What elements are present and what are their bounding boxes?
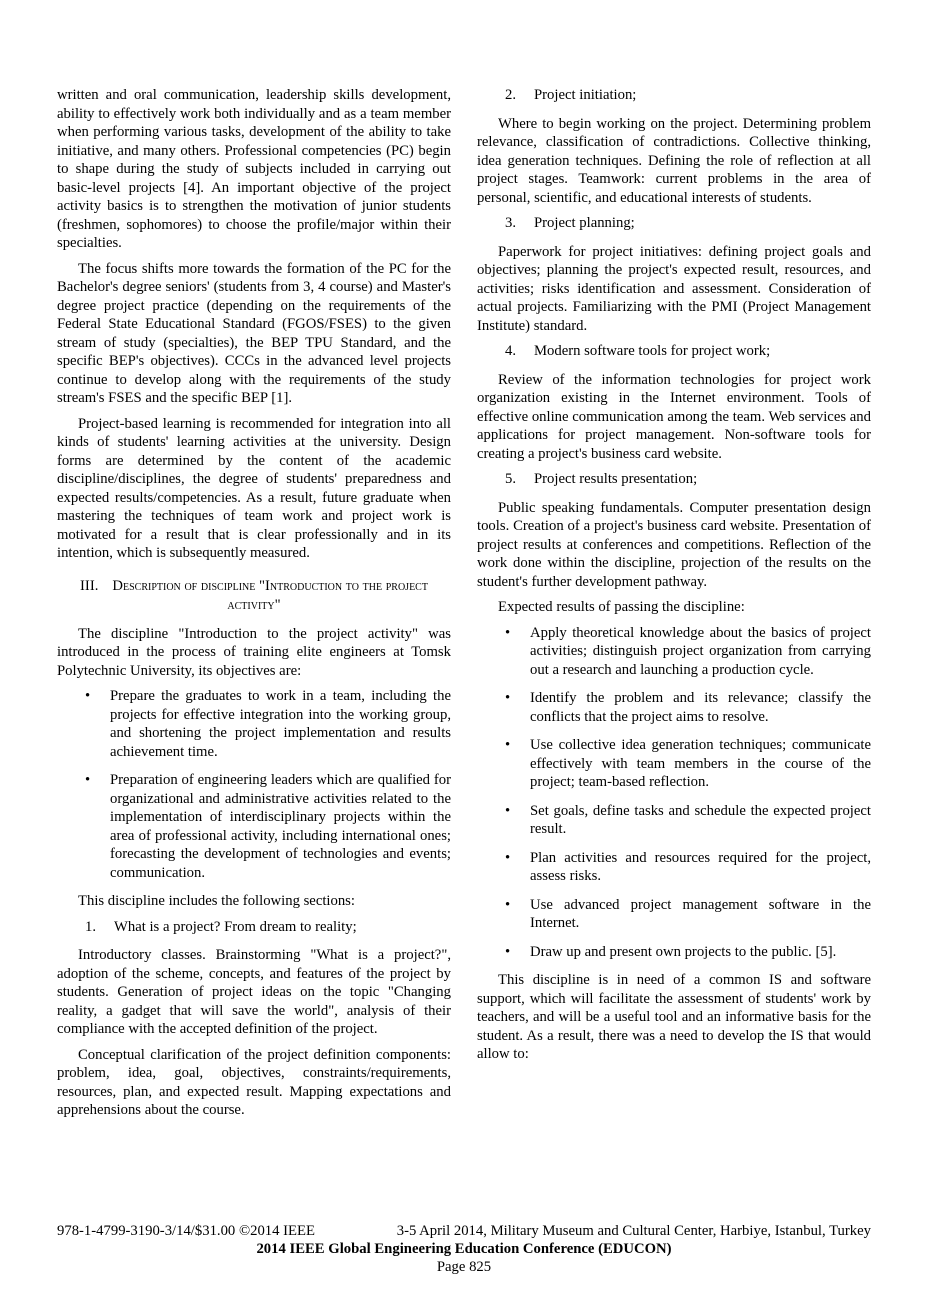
bullet-text: Use advanced project management software in the Internet. (530, 896, 871, 931)
footer-page-number: Page 825 (436, 1259, 492, 1275)
item-label: Modern software tools for project work; (534, 343, 771, 359)
item-number: 4. (505, 343, 517, 359)
item-number: 1. (85, 918, 97, 935)
bullet-icon: • (85, 772, 91, 788)
paragraph-sections-lead: This discipline includes the following sections: (78, 893, 355, 909)
numbered-item-3 (505, 214, 871, 233)
numbered-item-2 (505, 86, 871, 105)
bullet-icon: • (505, 690, 511, 706)
bullet-text: Prepare the graduates to work in a team, including the projects for effective integration into the working group, and shortening the project implementation and results achievement time. (110, 688, 451, 760)
result-bullet (477, 896, 871, 933)
section-number: III. (80, 577, 99, 594)
paragraph-presentation: Public speaking fundamentals. Computer presentation design tools. Creation of a project's business card website. Presentation of project results at conferences and competitions. Reflection of the work done within the discipline, projection of the results on the student's further development pathway. (477, 499, 871, 590)
bullet-icon: • (505, 737, 511, 753)
section-heading-3 (67, 577, 441, 615)
page-footer (57, 1222, 871, 1276)
bullet-icon: • (505, 624, 511, 641)
bullet-text: Identify the problem and its relevance; classify the conflicts that the project aims to resolve. (530, 690, 871, 725)
section-title: Description of discipline "Introduction to the project activity" (112, 577, 428, 613)
paragraph-discipline-intro: The discipline "Introduction to the project activity" was introduced in the process of training elite engineers at Tomsk Polytechnic University, its objectives are: (57, 625, 451, 679)
bullet-icon: • (505, 896, 511, 913)
objective-bullet (57, 771, 451, 882)
paragraph-software-tools: Review of the information technologies for project work organization existing in the Internet environment. Tools of effective online communication among the team. Web services and applications for project management. Non-software tools for creating a project's business card website. (477, 371, 871, 462)
objective-bullet (57, 687, 451, 761)
bullet-icon: • (505, 849, 511, 866)
paragraph-expected-results-lead: Expected results of passing the discipline: (498, 599, 745, 615)
result-bullet (477, 802, 871, 839)
bullet-text: Preparation of engineering leaders which are qualified for organizational and administrative activities related to the implementation of interdisciplinary projects within the area of professional activity, including international ones; forecasting the development of technologies and events; communication. (110, 772, 451, 881)
paragraph-focus-shift: The focus shifts more towards the formation of the PC for the Bachelor's degree seniors' (students from 3, 4 course) and Master's degree project practice (depending on the requirements of the Federal State Educational Standard (FGOS/FSES) to the given stream of study (specialties), the BEP TPU Standard, and the specific BEP's objectives). CCCs in the advanced level projects continue to develop along with the requirements of the study stream's FSES and the specific BEP [1]. (57, 260, 451, 406)
bullet-text: Apply theoretical knowledge about the basics of project activities; distinguish project organization from carrying out a research and launching a production cycle. (530, 624, 871, 678)
bullet-text: Set goals, define tasks and schedule the expected project result. (530, 802, 871, 837)
result-bullet (477, 689, 871, 726)
numbered-item-5 (505, 470, 871, 489)
paragraph-introductory-classes: Introductory classes. Brainstorming "What is a project?", adoption of the scheme, concepts, and features of the project by students. Generation of project ideas on the topic "Changing reality, a gadget that will save the world", analysis of their compliance with the accepted definition of the project. (57, 947, 451, 1037)
item-number: 3. (505, 215, 517, 231)
right-column (477, 86, 871, 1127)
result-bullet (477, 943, 871, 962)
item-label: What is a project? From dream to reality; (114, 918, 357, 935)
page-body (57, 86, 871, 1127)
bullet-icon: • (505, 802, 511, 819)
result-bullet (477, 624, 871, 680)
bullet-icon: • (505, 943, 511, 960)
result-bullet (477, 736, 871, 792)
paragraph-continuation: written and oral communication, leadership skills development, ability to effectively work both individually and as a team member when performing various tasks, development of the ability to take initiative, and many others. Professional competencies (PC) begin to shape during the study of subjects included in carrying out basic-level projects [4]. An important objective of the project activity basics is to strengthen the motivation of junior students (freshmen, sophomores) to choose the profile/major within their specialties. (57, 87, 451, 251)
item-label: Project results presentation; (534, 471, 698, 487)
item-label: Project planning; (534, 215, 635, 231)
paragraph-initiation: Where to begin working on the project. Determining problem relevance, classification of contradictions. Collective thinking, idea generation techniques. Defining the role of reflection at all project stages. Teamwork: current problems in the area of personal, scientific, and educational interests of students. (477, 115, 871, 206)
footer-line-1 (57, 1222, 871, 1240)
footer-venue: 3-5 April 2014, Military Museum and Cultural Center, Harbiye, Istanbul, Turkey (396, 1223, 871, 1239)
paragraph-project-based-learning: Project-based learning is recommended for integration into all kinds of students' learning activities at the university. Design forms are determined by the content of the academic discipline/disciplines, the degree of students' preparedness and expected results/competencies. As a result, future graduate when mastering the techniques of team work and project work is motivated for a result that is clear professionally and in its intention, which is subsequently measured. (57, 415, 451, 561)
numbered-item-1 (85, 918, 451, 937)
paragraph-conceptual: Conceptual clarification of the project definition components: problem, idea, goal, objectives, constraints/requirements, resources, plan, and expected result. Mapping expectations and apprehensions about the course. (57, 1046, 451, 1118)
item-label: Project initiation; (534, 87, 637, 103)
paragraph-planning: Paperwork for project initiatives: defining project goals and objectives; planning the project's expected result, resources, and activities; risks identification and assessment. Consideration of actual projects. Familiarizing with the PMI (Project Management Institute) standard. (477, 243, 871, 334)
result-bullet (477, 849, 871, 886)
bullet-icon: • (85, 688, 91, 704)
bullet-text: Use collective idea generation techniques; communicate effectively with team members in the course of the project; team-based reflection. (530, 737, 871, 790)
item-number: 5. (505, 471, 517, 487)
bullet-text: Plan activities and resources required for the project, assess risks. (530, 849, 871, 884)
footer-conference-title: 2014 IEEE Global Engineering Education Conference (EDUCON) (256, 1241, 672, 1257)
bullet-text: Draw up and present own projects to the public. [5]. (530, 943, 837, 960)
footer-copyright: 978-1-4799-3190-3/14/$31.00 ©2014 IEEE (57, 1223, 315, 1239)
numbered-item-4 (505, 342, 871, 361)
left-column (57, 86, 451, 1127)
paragraph-is-need: This discipline is in need of a common IS and software support, which will facilitate the assessment of students' work by teachers, and will be a useful tool and an informative basis for the student. As a result, there was a need to develop the IS that would allow to: (477, 972, 871, 1062)
item-number: 2. (505, 87, 517, 103)
